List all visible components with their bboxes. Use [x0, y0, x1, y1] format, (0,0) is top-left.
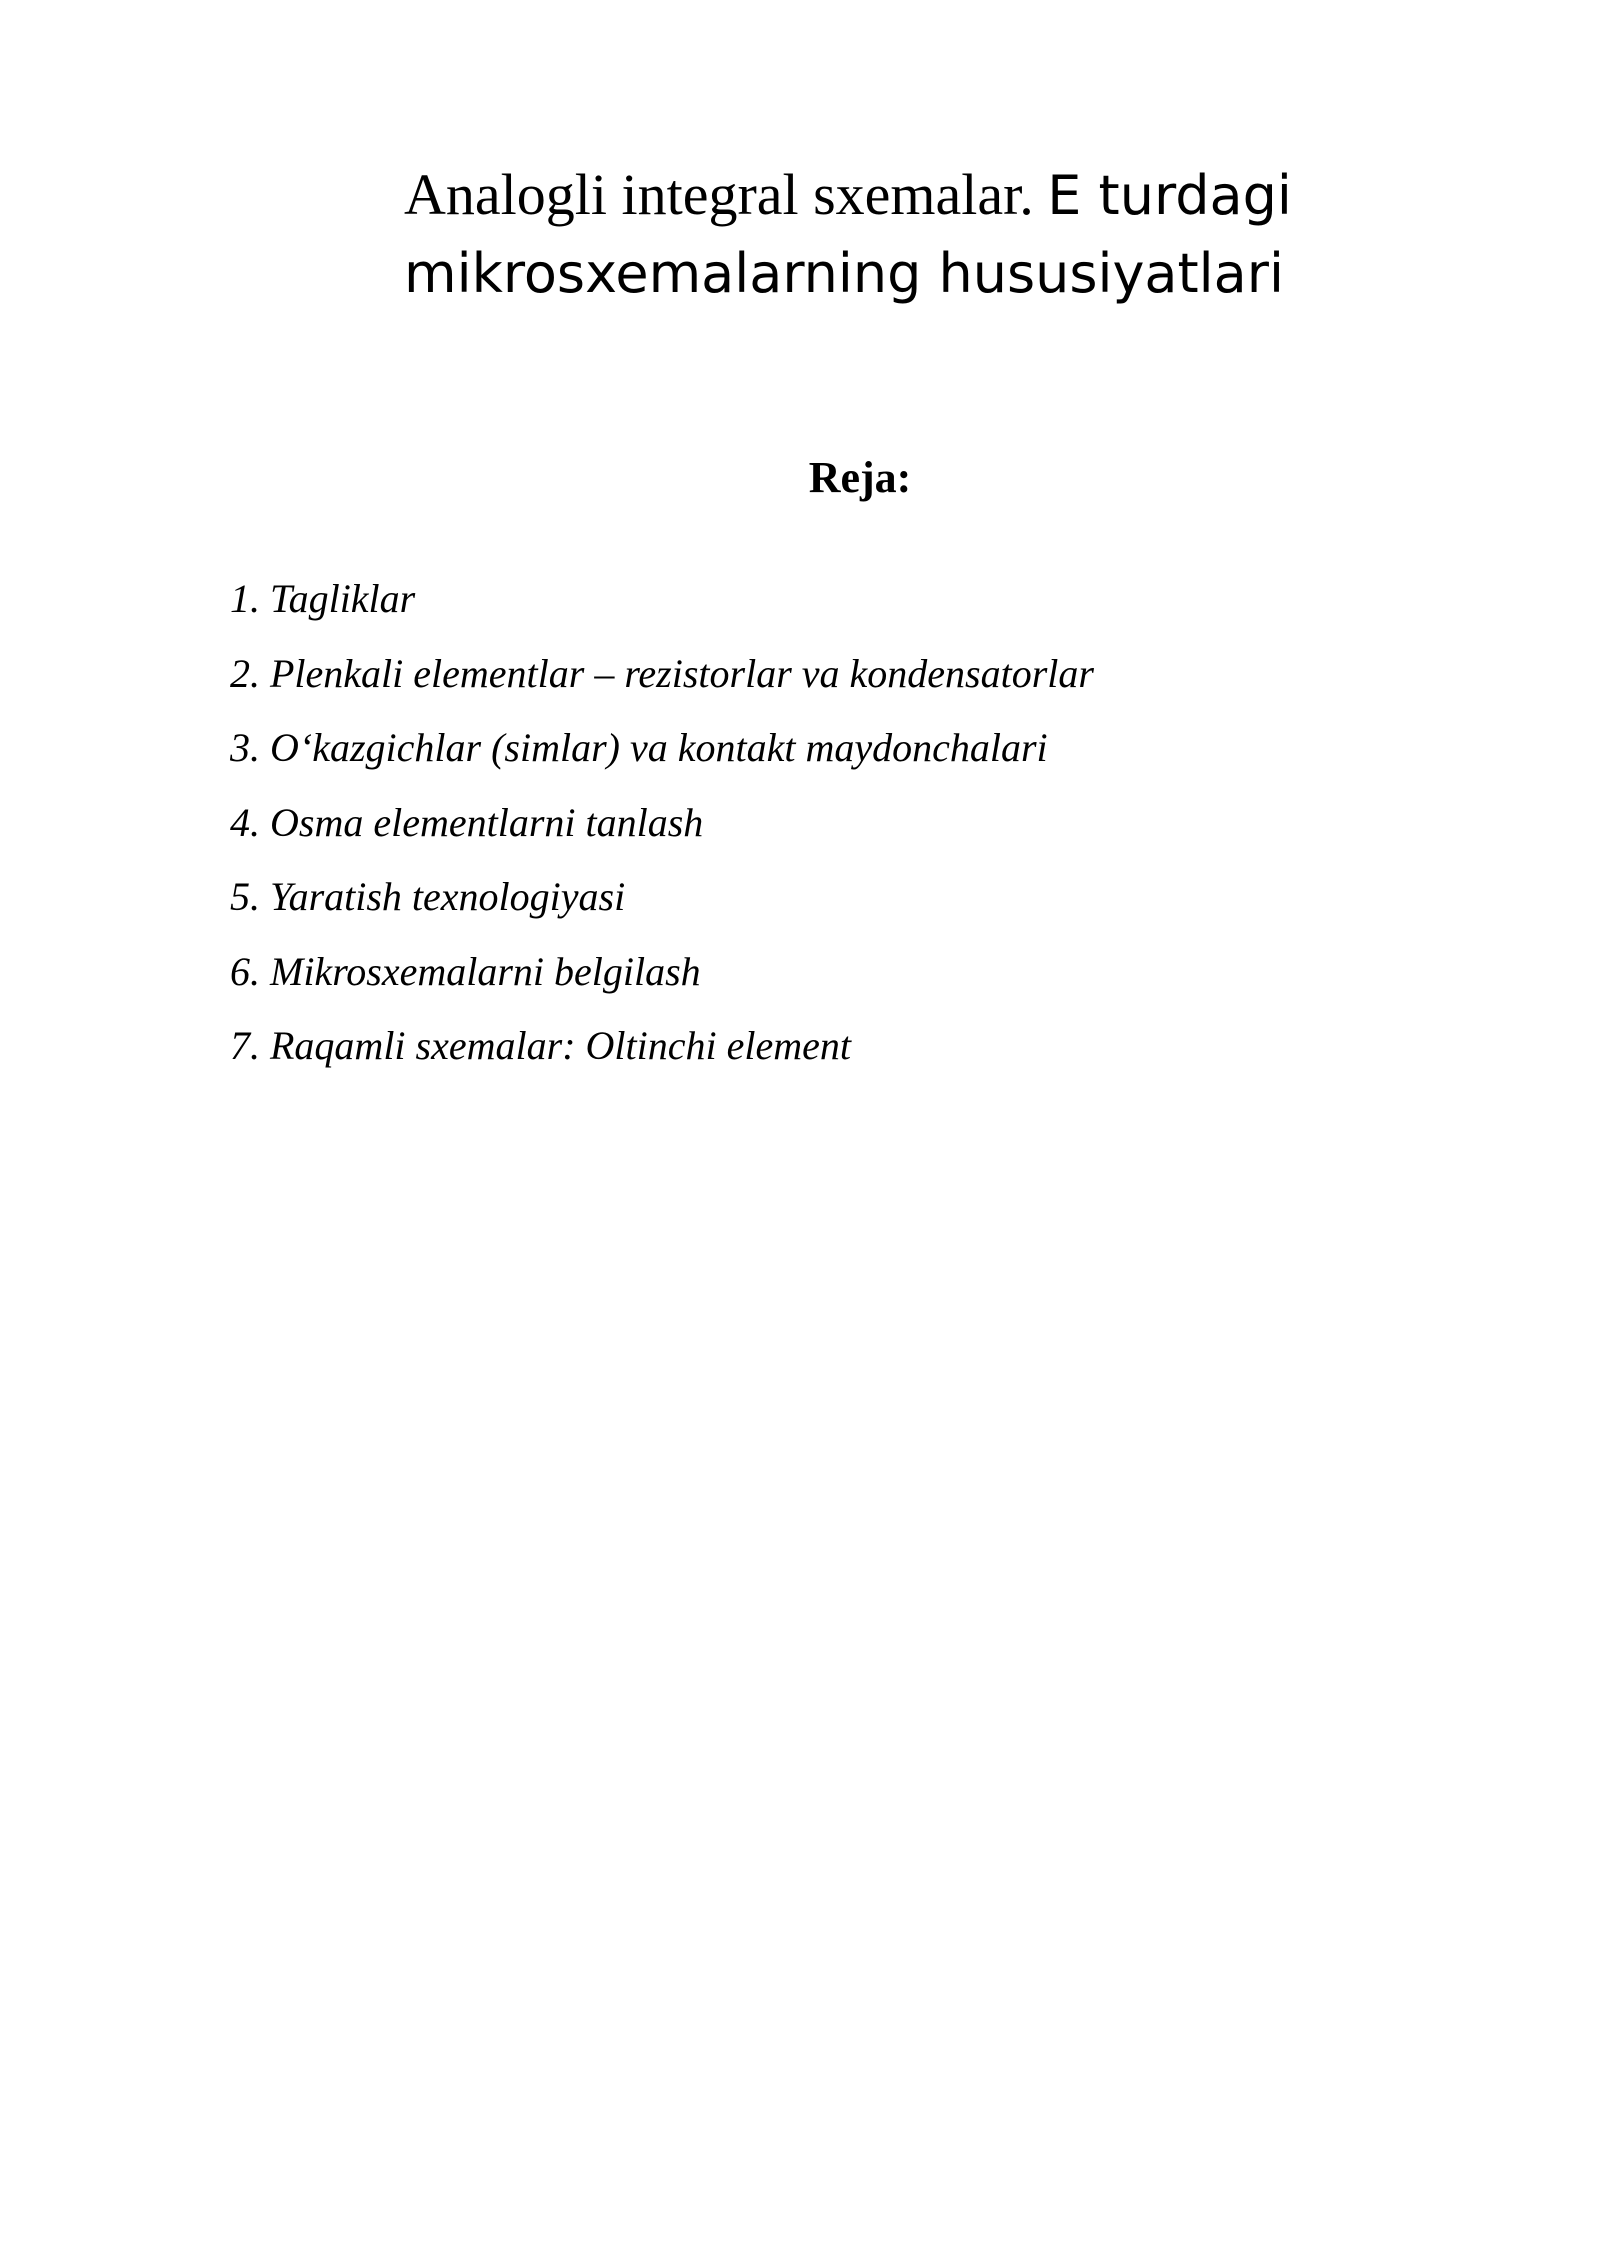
- plan-item-5: 5. Yaratish texnologiyasi: [230, 874, 626, 919]
- document-title: [404, 156, 1384, 313]
- plan-item-4: 4. Osma elementlarni tanlash: [230, 799, 704, 845]
- plan-item-3: 3. O‘kazgichlar (simlar) va kontakt maydonchalari: [230, 725, 1048, 770]
- title-part-2: E turdagi mikrosxemalarning hususiyatlari: [404, 164, 1292, 305]
- plan-item-6: 6. Mikrosxemalarni belgilash: [230, 948, 701, 994]
- plan-list: [230, 562, 1094, 1084]
- plan-item-7: 7. Raqamli sxemalar: Oltinchi element: [230, 1023, 851, 1068]
- plan-item-2: 2. Plenkali elementlar – rezistorlar va kondensatorlar: [230, 650, 1094, 696]
- plan-item-1: 1. Tagliklar: [230, 576, 416, 621]
- plan-heading: Reja:: [808, 453, 912, 502]
- title-part-1: Analogli integral sxemalar.: [404, 162, 1034, 227]
